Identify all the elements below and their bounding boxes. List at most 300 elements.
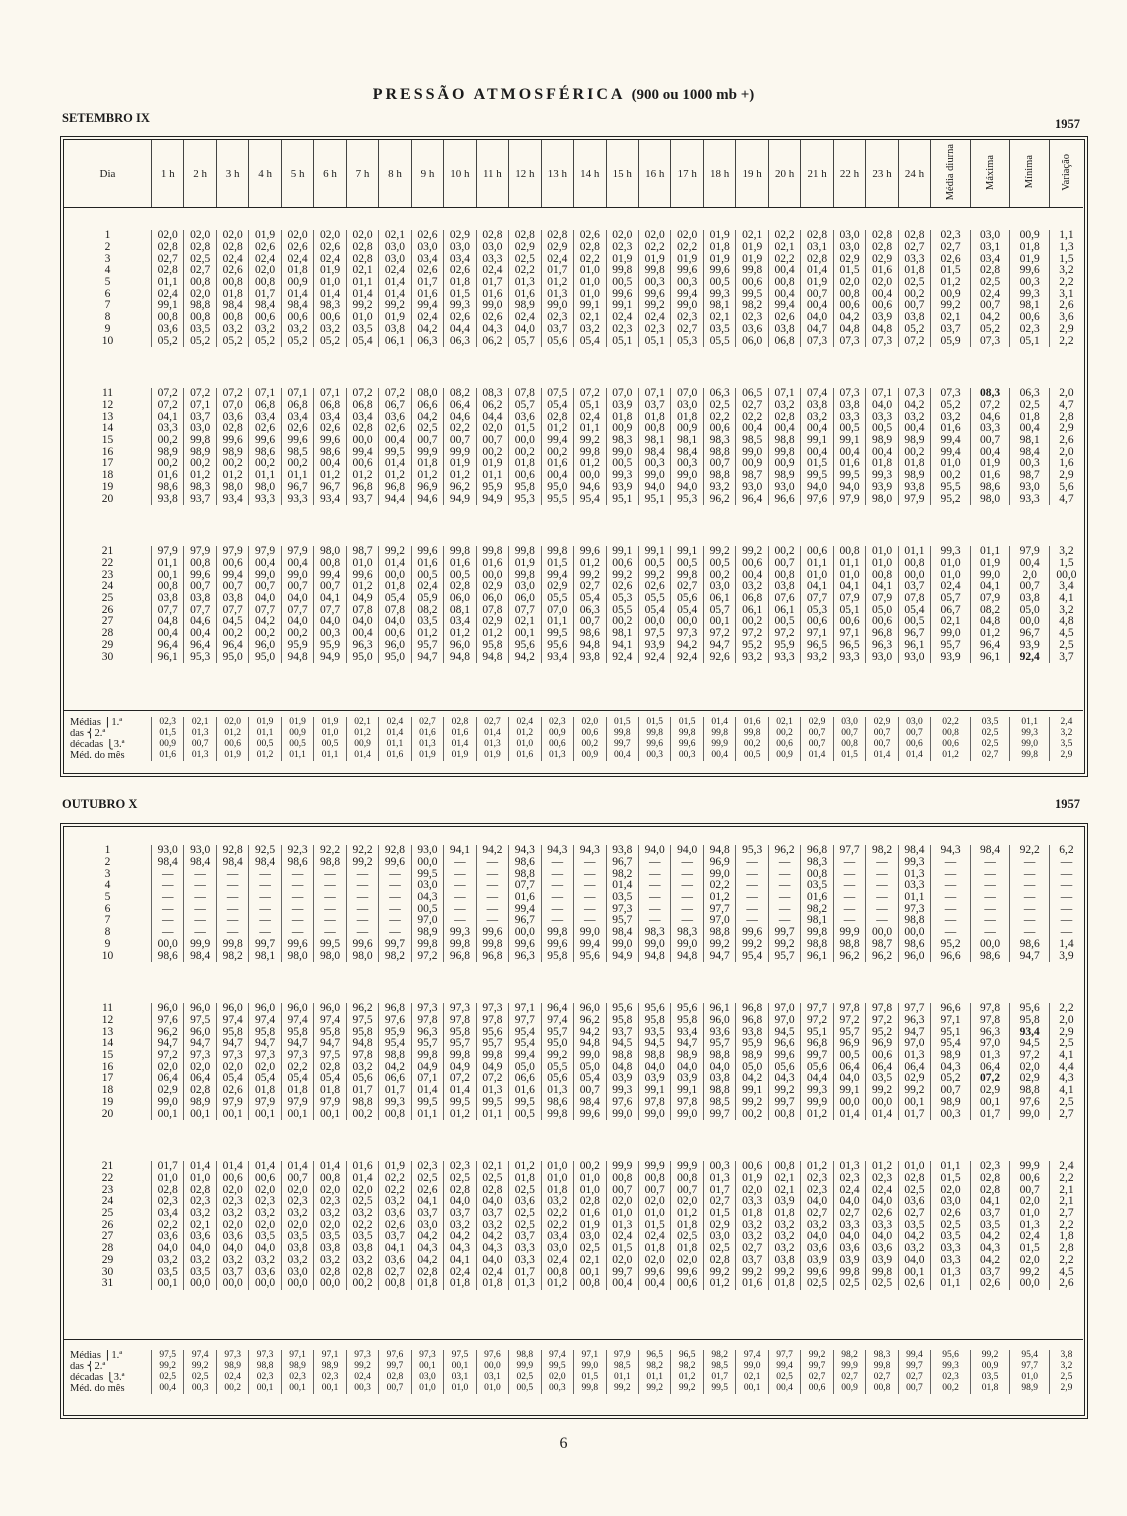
table-cell: 95,4	[379, 1038, 411, 1050]
table-cell: 03,5	[314, 1231, 346, 1243]
table-cell: 03,3	[509, 1255, 541, 1267]
table-cell: 03,3	[931, 1255, 971, 1267]
table-cell: 97,2	[801, 1015, 833, 1027]
table-cell: 00,0	[671, 616, 703, 628]
table-cell: 99,6	[509, 939, 541, 951]
table-cell: 96,1	[801, 950, 833, 962]
table-cell: 00,7	[574, 616, 606, 628]
table-cell: 04,2	[411, 1255, 443, 1267]
means-label: das ⎨2.ª	[70, 1361, 106, 1372]
table-cell: —	[574, 868, 606, 880]
table-cell: 96,4	[970, 640, 1010, 652]
table-cell: 02,7	[833, 1208, 865, 1220]
table-cell: —	[1049, 892, 1083, 904]
table-cell: 04,0	[476, 1255, 508, 1267]
table-cell: 99,2	[379, 546, 411, 558]
table-cell: 02,1	[768, 1173, 800, 1185]
table-cell: 93,3	[768, 651, 800, 663]
means-cell: 01,4	[703, 717, 735, 728]
table-cell: 00,0	[970, 939, 1010, 951]
means-cell: 01,9	[314, 717, 346, 728]
table-cell: 02,1	[931, 616, 971, 628]
table-cell: 3,6	[1049, 312, 1083, 324]
table-cell: 2,7	[1049, 1108, 1083, 1120]
means-cell: 00,5	[314, 739, 346, 750]
table-cell: —	[1010, 927, 1050, 939]
table-cell: 00,4	[768, 423, 800, 435]
table-cell: 04,0	[346, 616, 378, 628]
table-cell: 00,0	[509, 927, 541, 939]
table-cell: 98,4	[216, 857, 248, 869]
table-cell: —	[249, 880, 281, 892]
table-cell: 27	[101, 616, 114, 628]
table-cell: 01,2	[509, 1161, 541, 1173]
table-row	[64, 388, 1083, 400]
table-cell: 96,4	[541, 1003, 573, 1015]
table-cell: 97,3	[898, 903, 930, 915]
means-cell: 98,2	[639, 1361, 671, 1372]
table-cell: 99,6	[249, 435, 281, 447]
table-cell: 01,3	[541, 1085, 573, 1097]
table-cell: 06,0	[476, 593, 508, 605]
table-cell: 00,6	[801, 546, 833, 558]
table-cell: 95,7	[768, 950, 800, 962]
table-cell: 01,1	[476, 470, 508, 482]
table-cell: 06,8	[314, 400, 346, 412]
september-year: 1957	[1055, 117, 1080, 131]
table-cell: 00,6	[249, 312, 281, 324]
table-cell: 99,8	[411, 1050, 443, 1062]
table-cell: 02,1	[768, 1184, 800, 1196]
means-cell: 99,8	[736, 728, 768, 739]
table-cell: 98,4	[184, 857, 216, 869]
table-cell: 02,8	[898, 1173, 930, 1185]
table-cell: 98,4	[281, 300, 313, 312]
table-cell: 96,7	[509, 915, 541, 927]
table-cell: 02,8	[970, 1184, 1010, 1196]
table-cell: 00,2	[736, 1108, 768, 1120]
table-cell: 01,9	[736, 242, 768, 254]
table-cell: 97,6	[606, 1097, 638, 1109]
table-cell: 95,7	[703, 1038, 735, 1050]
table-cell: 07,8	[379, 604, 411, 616]
table-cell: —	[574, 880, 606, 892]
table-cell: 98,5	[703, 1097, 735, 1109]
table-cell: 02,6	[379, 423, 411, 435]
table-cell: 04,0	[249, 593, 281, 605]
table-cell: 02,7	[671, 324, 703, 336]
table-cell: 03,0	[411, 242, 443, 254]
table-cell: 03,4	[411, 253, 443, 265]
table-cell: 01,9	[970, 458, 1010, 470]
table-cell: 03,8	[379, 324, 411, 336]
means-cell: 99,8	[703, 728, 735, 739]
table-cell: 02,5	[411, 423, 443, 435]
table-cell: 92,4	[671, 651, 703, 663]
table-cell: 00,0	[639, 616, 671, 628]
table-cell: —	[151, 915, 183, 927]
table-cell: 00,0	[833, 1097, 865, 1109]
table-cell: 92,4	[1010, 651, 1050, 663]
table-cell: 00,8	[833, 288, 865, 300]
table-cell: 01,0	[898, 1161, 930, 1173]
table-cell: 04,0	[281, 593, 313, 605]
table-cell: 04,3	[411, 1243, 443, 1255]
table-cell: 97,1	[931, 1015, 971, 1027]
table-cell: 94,7	[898, 1026, 930, 1038]
table-cell: 2,2	[1049, 1173, 1083, 1185]
table-cell: 01,0	[541, 1173, 573, 1185]
table-cell: —	[639, 903, 671, 915]
means-cell: 00,1	[314, 1383, 346, 1394]
table-cell: 03,6	[379, 1208, 411, 1220]
table-cell: 01,1	[931, 1161, 971, 1173]
table-cell: —	[866, 868, 898, 880]
table-cell: 01,2	[801, 1161, 833, 1173]
table-cell: 00,6	[216, 558, 248, 570]
table-cell: 03,8	[346, 1243, 378, 1255]
table-cell: 01,8	[444, 277, 476, 289]
table-cell: 94,0	[639, 845, 671, 857]
table-cell: 99,9	[801, 1097, 833, 1109]
table-cell: 99,6	[281, 435, 313, 447]
means-cell: 95,4	[1010, 1350, 1050, 1361]
table-cell: 02,2	[574, 253, 606, 265]
table-cell: 99,6	[476, 927, 508, 939]
table-cell: 96,1	[703, 1003, 735, 1015]
table-cell: 5	[104, 276, 111, 289]
means-cell: 99,2	[970, 1350, 1010, 1361]
table-cell: 02,8	[703, 1255, 735, 1267]
table-cell: 04,7	[801, 324, 833, 336]
table-cell: 00,7	[606, 1184, 638, 1196]
table-cell: 03,7	[184, 411, 216, 423]
table-cell: 4,3	[1049, 1073, 1083, 1085]
table-cell: 93,0	[768, 482, 800, 494]
table-cell: 02,8	[574, 1196, 606, 1208]
table-cell: 04,1	[411, 1196, 443, 1208]
table-cell: 02,5	[509, 1219, 541, 1231]
table-cell: 01,6	[931, 423, 971, 435]
means-cell: 99,5	[703, 1383, 735, 1394]
table-cell: 9	[104, 938, 111, 950]
table-cell: 02,0	[1010, 1196, 1050, 1208]
table-cell: 94,6	[411, 493, 443, 505]
table-cell: 01,8	[606, 411, 638, 423]
table-cell: 99,7	[768, 927, 800, 939]
day-rows-block	[64, 230, 1083, 347]
table-cell: 03,2	[736, 1231, 768, 1243]
table-cell: 98,0	[314, 546, 346, 558]
table-cell: 98,5	[736, 435, 768, 447]
table-cell: 01,2	[541, 423, 573, 435]
table-cell: 11	[101, 388, 114, 400]
table-cell: 99,2	[606, 569, 638, 581]
table-cell: 96,5	[801, 640, 833, 652]
table-cell: 03,9	[606, 1073, 638, 1085]
table-cell: 00,2	[898, 288, 930, 300]
table-cell: 02,6	[768, 312, 800, 324]
table-cell: 03,5	[411, 616, 443, 628]
table-cell: 05,4	[346, 335, 378, 347]
table-cell: 98,6	[249, 446, 281, 458]
table-cell: 07,5	[541, 388, 573, 400]
table-cell: 02,2	[541, 1208, 573, 1220]
means-cell: 01,9	[249, 717, 281, 728]
table-cell: 03,3	[833, 411, 865, 423]
table-cell: 00,7	[444, 435, 476, 447]
table-cell: 03,8	[801, 400, 833, 412]
table-cell: 02,3	[931, 230, 971, 242]
table-cell: 04,2	[444, 1231, 476, 1243]
table-cell: 00,3	[1010, 277, 1050, 289]
table-cell: 96,0	[379, 640, 411, 652]
table-cell: 98,8	[703, 470, 735, 482]
means-cell: 02,2	[931, 717, 971, 728]
means-cell: 01,3	[411, 739, 443, 750]
table-cell: 95,5	[541, 493, 573, 505]
table-cell: 01,4	[411, 1085, 443, 1097]
table-cell: 01,6	[476, 558, 508, 570]
table-cell: 99,1	[671, 1085, 703, 1097]
means-label: Méd. do mês	[70, 750, 125, 761]
table-cell: 92,5	[249, 845, 281, 857]
table-cell: 96,9	[703, 857, 735, 869]
table-cell: 2,9	[1049, 423, 1083, 435]
table-cell: 01,8	[736, 1208, 768, 1220]
table-cell: 16	[101, 446, 114, 458]
table-cell: 00,5	[671, 558, 703, 570]
table-cell: 04,1	[151, 411, 183, 423]
table-cell: 05,0	[509, 1061, 541, 1073]
means-cell: 99,2	[151, 1361, 183, 1372]
table-cell: 2,0	[1049, 388, 1083, 400]
table-cell: 99,6	[281, 939, 313, 951]
table-row	[64, 411, 1083, 423]
table-cell: 04,0	[801, 1196, 833, 1208]
table-cell: 00,8	[216, 277, 248, 289]
table-row	[64, 458, 1083, 470]
table-cell: 93,2	[801, 651, 833, 663]
table-cell: 00,4	[281, 558, 313, 570]
table-cell: —	[866, 903, 898, 915]
table-cell: 99,0	[639, 939, 671, 951]
table-row	[64, 640, 1083, 652]
table-cell: 95,8	[1010, 1015, 1050, 1027]
table-cell: —	[833, 903, 865, 915]
table-cell: 00,1	[151, 569, 183, 581]
table-cell: —	[281, 927, 313, 939]
table-cell: 97,2	[866, 1015, 898, 1027]
table-cell: 04,0	[151, 1243, 183, 1255]
october-label: OUTUBRO X	[62, 797, 138, 811]
means-cell: 99,2	[606, 1383, 638, 1394]
table-cell: 07,9	[833, 593, 865, 605]
table-cell: 07,8	[509, 388, 541, 400]
table-cell: 05,4	[314, 1073, 346, 1085]
table-cell: 02,0	[931, 1184, 971, 1196]
table-cell: 00,7	[1010, 1184, 1050, 1196]
table-cell: 27	[101, 1231, 114, 1243]
table-cell: 02,4	[509, 312, 541, 324]
table-cell: 96,2	[574, 1015, 606, 1027]
table-cell: 98,0	[281, 950, 313, 962]
table-cell: 00,5	[606, 458, 638, 470]
table-cell: —	[476, 903, 508, 915]
table-cell: 96,8	[379, 482, 411, 494]
table-cell: 99,3	[606, 1085, 638, 1097]
table-cell: 94,7	[216, 1038, 248, 1050]
table-cell: 01,8	[281, 1085, 313, 1097]
table-cell: 94,7	[184, 1038, 216, 1050]
table-cell: 01,1	[931, 1278, 971, 1290]
table-cell: 99,6	[736, 927, 768, 939]
table-cell: 00,6	[281, 312, 313, 324]
table-cell: 02,4	[411, 581, 443, 593]
table-cell: —	[151, 880, 183, 892]
table-cell: 03,2	[184, 1208, 216, 1220]
table-cell: 99,6	[346, 939, 378, 951]
table-cell: 99,6	[639, 1266, 671, 1278]
means-cell: 01,0	[444, 1383, 476, 1394]
table-cell: 04,6	[970, 411, 1010, 423]
means-cell: 00,9	[833, 1383, 865, 1394]
table-cell: 95,8	[476, 640, 508, 652]
table-cell: 02,8	[768, 411, 800, 423]
means-cell: 00,1	[249, 1383, 281, 1394]
table-cell: 20	[101, 493, 114, 505]
header-hour: 8 h	[379, 140, 411, 208]
table-cell: 01,6	[509, 892, 541, 904]
table-cell: —	[346, 915, 378, 927]
means-cell: 98,5	[703, 1361, 735, 1372]
table-cell: 04,3	[411, 892, 443, 904]
table-cell: 00,4	[970, 446, 1010, 458]
table-cell: 99,6	[379, 857, 411, 869]
table-row	[64, 1196, 1083, 1208]
table-cell: 94,3	[541, 845, 573, 857]
table-cell: 00,2	[606, 616, 638, 628]
table-cell: —	[314, 892, 346, 904]
table-cell: 99,8	[541, 927, 573, 939]
table-cell: 06,6	[509, 1073, 541, 1085]
table-cell: 12	[101, 1014, 114, 1027]
table-cell: —	[1010, 868, 1050, 880]
table-cell: 04,0	[639, 1061, 671, 1073]
table-cell: 97,0	[768, 1015, 800, 1027]
table-cell: 03,7	[379, 1231, 411, 1243]
page-number: 6	[559, 1435, 568, 1452]
means-cell: 2,9	[1049, 750, 1083, 761]
table-cell: 07,7	[151, 604, 183, 616]
table-cell: 08,3	[476, 388, 508, 400]
means-cell: 00,3	[671, 750, 703, 761]
table-row	[64, 546, 1083, 558]
table-cell: 02,8	[476, 1184, 508, 1196]
table-row	[64, 1050, 1083, 1062]
table-cell: 00,0	[574, 470, 606, 482]
table-cell: 00,3	[931, 1108, 971, 1120]
header-hour: 3 h	[216, 140, 248, 208]
table-cell: 04,9	[476, 1061, 508, 1073]
table-cell: 99,4	[509, 1050, 541, 1062]
table-cell: 04,2	[970, 1231, 1010, 1243]
table-cell: 99,4	[574, 939, 606, 951]
means-cell: 99,9	[703, 739, 735, 750]
means-cell: 02,3	[314, 1372, 346, 1383]
table-cell: 03,4	[249, 411, 281, 423]
table-cell: 03,4	[281, 411, 313, 423]
table-cell: 03,2	[768, 1243, 800, 1255]
table-cell: 98,0	[249, 482, 281, 494]
table-cell: 10	[101, 335, 114, 347]
table-cell: 02,3	[249, 1196, 281, 1208]
table-cell: 02,6	[574, 230, 606, 242]
table-cell: 01,4	[866, 1108, 898, 1120]
table-cell: 07,4	[801, 388, 833, 400]
means-cell: 98,9	[216, 1361, 248, 1372]
table-cell: 01,3	[898, 1050, 930, 1062]
means-cell: 02,7	[411, 717, 443, 728]
table-cell: 01,0	[606, 1208, 638, 1220]
table-cell: 01,5	[931, 265, 971, 277]
table-cell: 00,2	[249, 458, 281, 470]
table-cell: —	[931, 903, 971, 915]
table-cell: 04,4	[444, 324, 476, 336]
table-cell: 07,2	[970, 1073, 1010, 1085]
table-cell: 00,1	[574, 1266, 606, 1278]
table-cell: 01,7	[509, 1266, 541, 1278]
table-cell: 04,2	[379, 1061, 411, 1073]
table-cell: 00,5	[833, 423, 865, 435]
table-cell: 03,0	[184, 423, 216, 435]
table-cell: 00,9	[281, 277, 313, 289]
table-cell: —	[931, 892, 971, 904]
september-table	[63, 139, 1085, 774]
means-cell: 99,6	[671, 739, 703, 750]
table-cell: 00,7	[411, 435, 443, 447]
table-cell: 00,5	[833, 1050, 865, 1062]
table-cell: 93,8	[898, 482, 930, 494]
table-cell: 01,8	[411, 458, 443, 470]
table-cell: 98,1	[671, 435, 703, 447]
table-cell: 02,5	[346, 1196, 378, 1208]
header-hour: 17 h	[671, 140, 703, 208]
table-cell: 99,8	[476, 1050, 508, 1062]
means-cell: 96,5	[639, 1350, 671, 1361]
table-cell: 03,4	[444, 616, 476, 628]
header-hour: 24 h	[898, 140, 930, 208]
table-cell: —	[216, 915, 248, 927]
header-variacao: Variação	[1049, 140, 1083, 208]
table-cell: 02,4	[411, 312, 443, 324]
table-cell: 03,9	[866, 1255, 898, 1267]
table-cell: 99,5	[379, 446, 411, 458]
table-cell: 00,2	[281, 628, 313, 640]
table-cell: —	[736, 868, 768, 880]
table-cell: 96,4	[216, 640, 248, 652]
table-cell: 00,6	[736, 277, 768, 289]
table-cell: 03,0	[411, 1219, 443, 1231]
table-cell: 07,2	[574, 388, 606, 400]
table-cell: 17	[101, 1073, 114, 1085]
table-cell: 02,5	[931, 1219, 971, 1231]
table-cell: 03,2	[801, 411, 833, 423]
table-cell: 99,2	[703, 546, 735, 558]
table-cell: 04,0	[833, 1196, 865, 1208]
table-cell: 94,2	[671, 640, 703, 652]
table-cell: 7	[104, 915, 111, 927]
